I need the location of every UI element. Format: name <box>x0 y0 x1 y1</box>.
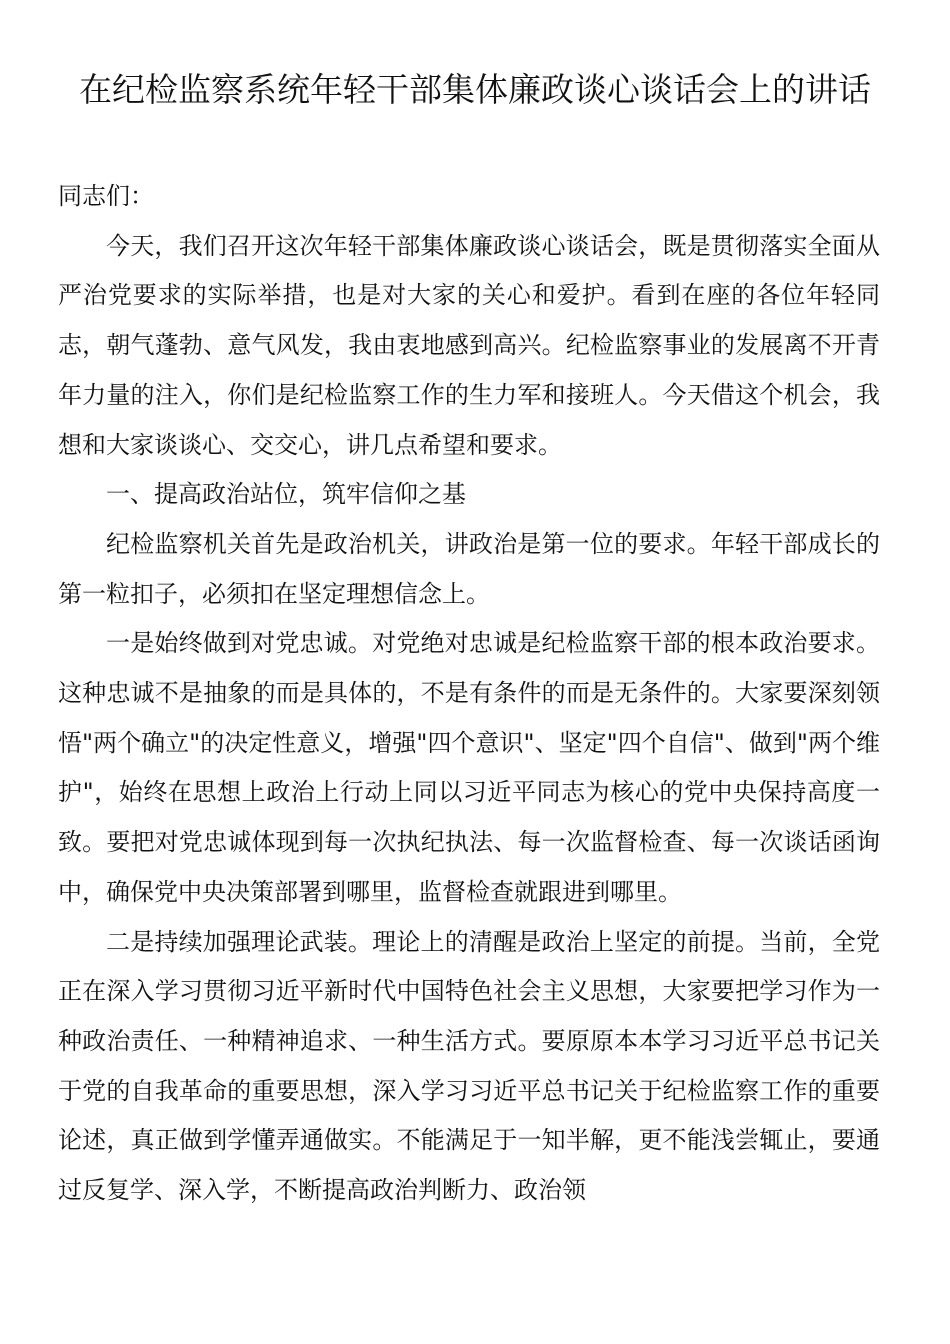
document-body <box>58 172 880 1216</box>
document-title: 在纪检监察系统年轻干部集体廉政谈心谈话会上的讲话 <box>79 70 871 109</box>
paragraph-loyalty: 一是始终做到对党忠诚。对党绝对忠诚是纪检监察干部的根本政治要求。这种忠诚不是抽象的而是具体的，不是有条件的而是无条件的。大家要深刻领悟"两个确立"的决定性意义，增强"四个意识"、坚定"四个自信"、做到"两个维护"，始终在思想上政治上行动上同以习近平同志为核心的党中央保持高度一致。要把对党忠诚体现到每一次执纪执法、每一次监督检查、每一次谈话函询中，确保党中央决策部署到哪里，监督检查就跟进到哪里。 <box>58 629 880 906</box>
paragraph-political-organ: 纪检监察机关首先是政治机关，讲政治是第一位的要求。年轻干部成长的第一粒扣子，必须扣在坚定理想信念上。 <box>58 529 880 608</box>
paragraph-intro: 今天，我们召开这次年轻干部集体廉政谈心谈话会，既是贯彻落实全面从严治党要求的实际举措，也是对大家的关心和爱护。看到在座的各位年轻同志，朝气蓬勃、意气风发，我由衷地感到高兴。纪检监察事业的发展离不开青年力量的注入，你们是纪检监察工作的生力军和接班人。今天借这个机会，我想和大家谈谈心、交交心，讲几点希望和要求。 <box>58 231 880 459</box>
salutation: 同志们： <box>58 182 154 210</box>
section-heading-1: 一、提高政治站位，筑牢信仰之基 <box>106 480 466 509</box>
paragraph-theory: 二是持续加强理论武装。理论上的清醒是政治上坚定的前提。当前，全党正在深入学习贯彻习近平新时代中国特色社会主义思想，大家要把学习作为一种政治责任、一种精神追求、一种生活方式。要原原本本学习习近平总书记关于党的自我革命的重要思想，深入学习习近平总书记关于纪检监察工作的重要论述，真正做到学懂弄通做实。不能满足于一知半解，更不能浅尝辄止，要通过反复学、深入学，不断提高政治判断力、政治领 <box>58 927 880 1205</box>
